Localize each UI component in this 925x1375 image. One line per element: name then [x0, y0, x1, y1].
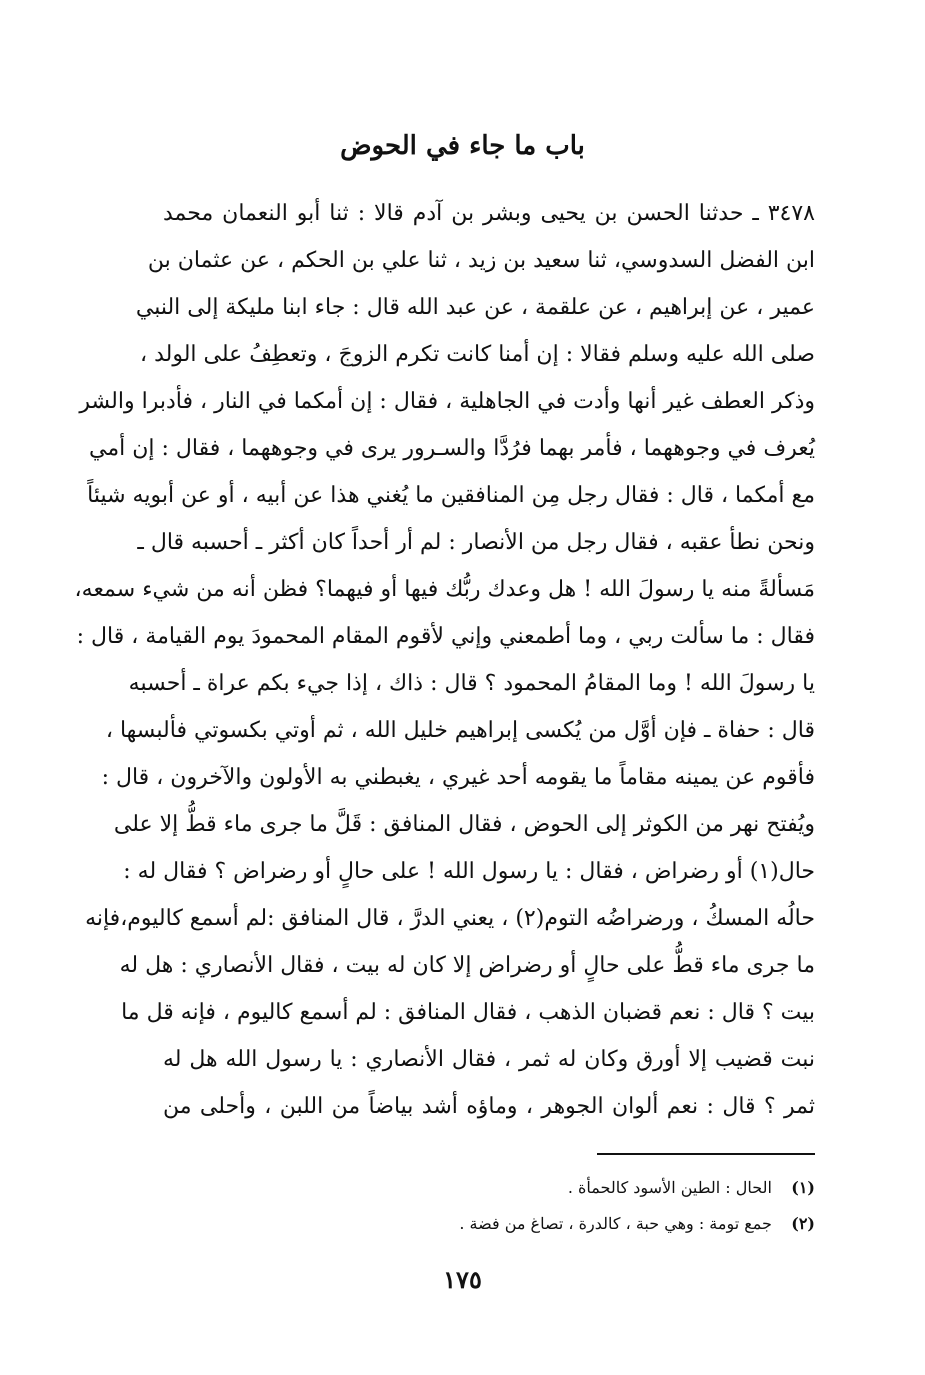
footnote-marker: (٢) — [791, 1214, 815, 1233]
footnote — [300, 1206, 815, 1242]
text-line: حالُه المسكُ ، ورضراضُه التوم(٢) ، يعني الدرَّ ، قال المنافق :لم أسمع كاليوم،فإنه — [85, 906, 815, 931]
text-line: وذكر العطف غير أنها وأدت في الجاهلية ، فقال : إن أمكما في النار ، فأدبرا والشر — [79, 389, 815, 414]
footnotes — [300, 1170, 815, 1242]
text-line: فأقوم عن يمينه مقاماً ما يقومه أحد غيري ، يغبطني به الأولون والآخرون ، قال : — [101, 765, 815, 790]
text-line: مع أمكما ، قال : فقال رجل مِن المنافقين ما يُغني هذا عن أبيه ، أو عن أبويه شيئاً — [87, 483, 815, 508]
footnote-text: جمع تومة : وهي حبة ، كالدرة ، تصاغ من فضة . — [459, 1214, 772, 1233]
chapter-title: باب ما جاء في الحوض — [340, 131, 585, 161]
hadith-text — [74, 190, 815, 1130]
footnote-text: الحال : الطين الأسود كالحمأة . — [567, 1178, 772, 1197]
text-line: ما جرى ماء قطُّ على حالٍ أو رضراض إلا كان له بيت ، فقال الأنصاري : هل له — [119, 953, 815, 978]
text-line: فقال : ما سألت ربي ، وما أطمعني وإني لأقوم المقام المحمودَ يوم القيامة ، قال : — [76, 624, 815, 649]
text-line: حال(١) أو رضراض ، فقال : يا رسول الله ! على حالٍ أو رضراض ؟ فقال له : — [123, 859, 815, 884]
text-line: ونحن نطأ عقبه ، فقال رجل من الأنصار : لم أر أحداً كان أكثر ـ أحسبه قال ـ — [137, 530, 815, 555]
footnote — [300, 1170, 815, 1206]
text-line: ويُفتح نهر من الكوثر إلى الحوض ، فقال المنافق : قَلَّ ما جرى ماء قطُّ إلا على — [113, 812, 815, 837]
text-line: ٣٤٧٨ ـ حدثنا الحسن بن يحيى وبشر بن آدم قالا : ثنا أبو النعمان محمد — [163, 201, 815, 226]
page-number: ١٧٥ — [443, 1265, 482, 1294]
text-line: ابن الفضل السدوسي، ثنا سعيد بن زيد ، ثنا علي بن الحكم ، عن عثمان بن — [147, 248, 815, 273]
text-line: بيت ؟ قال : نعم قضبان الذهب ، فقال المنافق : لم أسمع كاليوم ، فإنه قل ما — [121, 1000, 815, 1025]
text-line: يا رسولَ الله ! وما المقامُ المحمود ؟ قال : ذاك ، إذا جيء بكم عراة ـ أحسبه — [128, 671, 815, 696]
text-line: مَسألةً منه يا رسولَ الله ! هل وعدك ربُّك فيها أو فيهما؟ فظن أنه من شيء سمعه، — [74, 577, 815, 602]
text-line: قال : حفاة ـ فإن أوَّل من يُكسى إبراهيم خليل الله ، ثم أوتي بكسوتي فألبسها ، — [105, 718, 815, 743]
text-line: نبت قضيب إلا أورق وكان له ثمر ، فقال الأنصاري : يا رسول الله هل له — [163, 1047, 815, 1072]
footnote-marker: (١) — [791, 1178, 815, 1197]
text-line: ثمر ؟ قال : نعم ألوان الجوهر ، وماؤه أشد بياضاً من اللبن ، وأحلى من — [163, 1094, 815, 1119]
text-line: صلى الله عليه وسلم فقالا : إن أمنا كانت تكرم الزوجَ ، وتعطِفُ على الولد ، — [139, 342, 815, 367]
text-line: عمير ، عن إبراهيم ، عن علقمة ، عن عبد الله قال : جاء ابنا مليكة إلى النبي — [135, 295, 815, 320]
text-line: يُعرف في وجوههما ، فأمر بهما فرُدَّا والسـرور يرى في وجوههما ، فقال : إن أمي — [88, 436, 815, 461]
footnote-divider — [597, 1153, 815, 1155]
